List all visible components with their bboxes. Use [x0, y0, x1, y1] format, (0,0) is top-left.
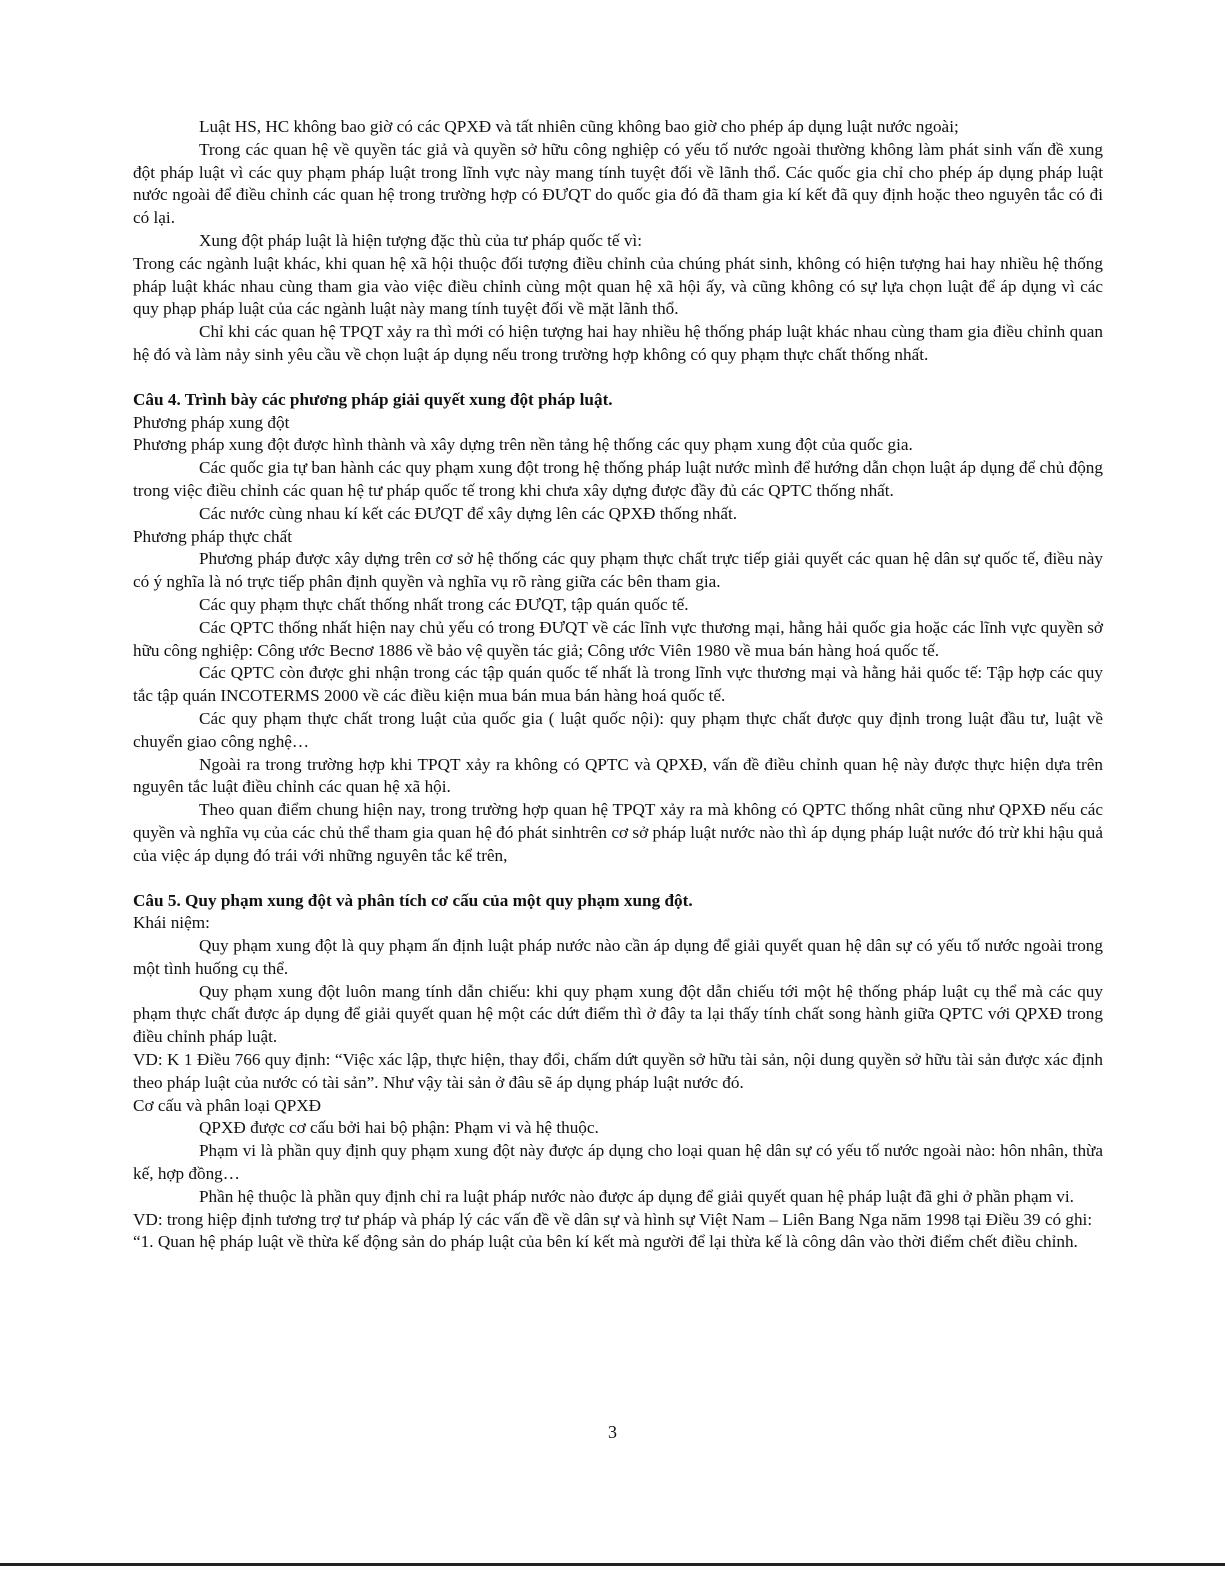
section-heading: Câu 4. Trình bày các phương pháp giải quyết xung đột pháp luật.	[133, 389, 613, 409]
bottom-rule	[0, 1563, 1225, 1566]
paragraph: Chỉ khi các quan hệ TPQT xảy ra thì mới có hiện tượng hai hay nhiều hệ thống pháp luật khác nhau cùng tham gia điều chỉnh quan hệ đó và làm nảy sinh yêu cầu về chọn luật áp dụng nếu trong trường hợp không có quy phạm thực chất thống nhất.	[133, 322, 1103, 364]
paragraph: Các nước cùng nhau kí kết các ĐƯQT để xây dựng lên các QPXĐ thống nhất.	[199, 503, 738, 523]
paragraph: Theo quan điểm chung hiện nay, trong trường hợp quan hệ TPQT xảy ra mà không có QPTC thống nhât cũng như QPXĐ nếu các quyền và nghĩa vụ của các chủ thể tham gia quan hệ đó phát sinhtrên cơ sở pháp luật nước nào thì áp dụng pháp luật nước đó trừ khi hậu quả của việc áp dụng đó trái với những nguyên tắc kể trên,	[133, 800, 1103, 865]
paragraph: Quy phạm xung đột là quy phạm ấn định luật pháp nước nào cần áp dụng để giải quyết quan hệ dân sự có yếu tố nước ngoài trong một tình huống cụ thể.	[133, 936, 1103, 978]
paragraph: “1. Quan hệ pháp luật về thừa kế động sản do pháp luật của bên kí kết mà người để lại thừa kế là công dân vào thời điểm chết điều chỉnh.	[133, 1232, 1078, 1252]
paragraph: Các quy phạm thực chất trong luật của quốc gia ( luật quốc nội): quy phạm thực chất được quy định trong luật đầu tư, luật về chuyển giao công nghệ…	[133, 708, 1103, 751]
paragraph: Phương pháp xung đột được hình thành và xây dựng trên nền tảng hệ thống các quy phạm xung đột của quốc gia.	[133, 435, 913, 455]
paragraph: VD: trong hiệp định tương trợ tư pháp và pháp lý các vấn đề về dân sự và hình sự Việt Nam – Liên Bang Nga năm 1998 tại Điều 39 có ghi:	[133, 1209, 1093, 1229]
paragraph: Phương pháp được xây dựng trên cơ sở hệ thống các quy phạm thực chất trực tiếp giải quyết các quan hệ dân sự quốc tế, điều này có ý nghĩa là nó trực tiếp phân định quyền và nghĩa vụ rõ ràng giữa các bên tham gia.	[133, 549, 1103, 592]
paragraph: Xung đột pháp luật là hiện tượng đặc thù của tư pháp quốc tế vì:	[199, 230, 642, 250]
paragraph: Phạm vi là phần quy định quy phạm xung đột này được áp dụng cho loại quan hệ dân sự có yếu tố nước ngoài nào: hôn nhân, thừa kế, hợp đồng…	[133, 1141, 1103, 1184]
paragraph: Quy phạm xung đột luôn mang tính dẫn chiếu: khi quy phạm xung đột dẫn chiếu tới một hệ thống pháp luật cụ thể mà các quy phạm thực chất được áp dụng để giải quyết quan hệ một các dứt điểm thì ở đây ta lại thấy tính chất song hành giữa QPTC với QPXĐ trong điều chỉnh pháp luật.	[133, 981, 1103, 1047]
paragraph: Các quốc gia tự ban hành các quy phạm xung đột trong hệ thống pháp luật nước mình để hướng dẫn chọn luật áp dụng để chủ động trong việc điều chỉnh các quan hệ tư pháp quốc tế trong khi chưa xây dựng được đầy đủ các QPTC thống nhất.	[133, 458, 1103, 500]
paragraph: Các quy phạm thực chất thống nhất trong các ĐƯQT, tập quán quốc tế.	[199, 594, 689, 614]
page-number: 3	[608, 1422, 617, 1442]
paragraph: Phương pháp xung đột	[133, 412, 290, 432]
paragraph: Phương pháp thực chất	[133, 526, 292, 546]
paragraph: QPXĐ được cơ cấu bởi hai bộ phận: Phạm vi và hệ thuộc.	[199, 1118, 599, 1138]
paragraph: Ngoài ra trong trường hợp khi TPQT xảy ra không có QPTC và QPXĐ, vấn đề điều chỉnh quan hệ này được thực hiện dựa trên nguyên tắc luật điều chỉnh các quan hệ xã hội.	[133, 754, 1103, 797]
paragraph: Các QPTC thống nhất hiện nay chủ yếu có trong ĐƯQT về các lĩnh vực thương mại, hằng hải quốc gia hoặc các lĩnh vực quyền sở hữu công nghiệp: Công ước Becnơ 1886 về bảo vệ quyền tác giả; Công ước Viên 1980 về mua bán hàng hoá quốc tế.	[133, 617, 1103, 660]
paragraph: VD: K 1 Điều 766 quy định: “Việc xác lập, thực hiện, thay đổi, chấm dứt quyền sở hữu tài sản, nội dung quyền sở hữu tài sản được xác định theo pháp luật của nước có tài sản”. Như vậy tài sản ở đâu sẽ áp dụng pháp luật nước đó.	[133, 1050, 1103, 1092]
paragraph: Luật HS, HC không bao giờ có các QPXĐ và tất nhiên cũng không bao giờ cho phép áp dụng luật nước ngoài;	[199, 117, 959, 136]
section-heading: Câu 5. Quy phạm xung đột và phân tích cơ cấu của một quy phạm xung đột.	[133, 890, 693, 910]
document-body	[133, 116, 1103, 1254]
paragraph: Trong các ngành luật khác, khi quan hệ xã hội thuộc đối tượng điều chỉnh của chúng phát sinh, không có hiện tượng hai hay nhiều hệ thống pháp luật khác nhau cùng tham gia vào việc điều chỉnh cùng một quan hệ xã hội ấy, và cũng không có sự lựa chọn luật để áp dụng vì các quy phạp pháp luật của các ngành luật này mang tính tuyệt đối về mặt lãnh thổ.	[133, 253, 1103, 319]
paragraph: Các QPTC còn được ghi nhận trong các tập quán quốc tế nhất là trong lĩnh vực thương mại và hằng hải quốc tế: Tập hợp các quy tắc tập quán INCOTERMS 2000 về các điều kiện mua bán mua bán hàng hoá quốc tế.	[133, 663, 1103, 706]
paragraph: Phần hệ thuộc là phần quy định chỉ ra luật pháp nước nào được áp dụng để giải quyết quan hệ pháp luật đã ghi ở phần phạm vi.	[199, 1186, 1074, 1206]
paragraph: Cơ cấu và phân loại QPXĐ	[133, 1095, 322, 1115]
paragraph: Khái niệm:	[133, 913, 210, 933]
paragraph: Trong các quan hệ về quyền tác giả và quyền sở hữu công nghiệp có yếu tố nước ngoài thường không làm phát sinh vấn đề xung đột pháp luật vì các quy phạm pháp luật trong lĩnh vực này mang tính tuyệt đối về lãnh thổ. Các quốc gia chỉ cho phép áp dụng pháp luật nước ngoài để điều chỉnh các quan hệ trong trường hợp có ĐƯQT do quốc gia đó đã tham gia kí kết đã quy định hoặc theo nguyên tắc có đi có lại.	[133, 139, 1103, 228]
